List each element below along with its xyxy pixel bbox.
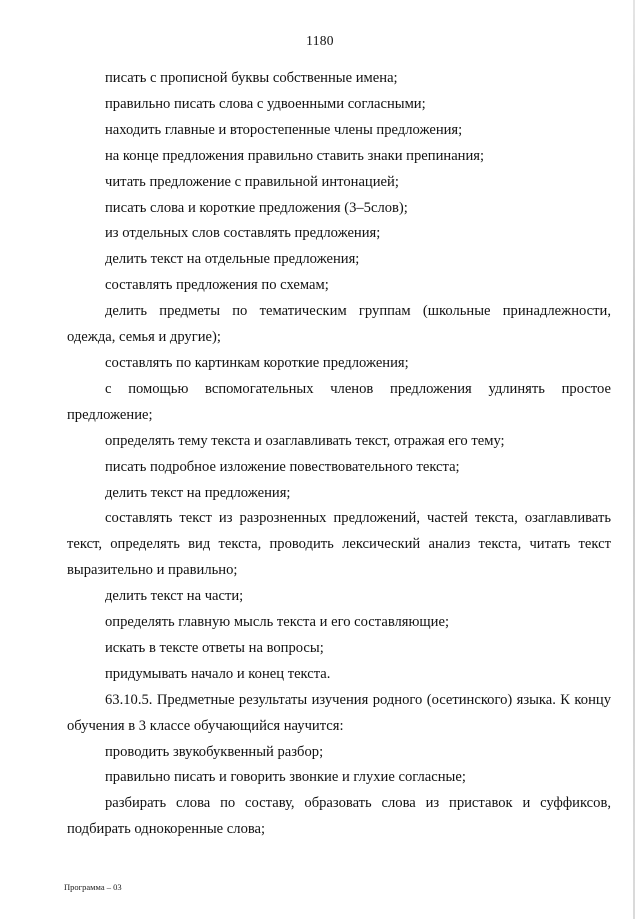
list-item: делить текст на части;: [105, 588, 244, 605]
list-item: искать в тексте ответы на вопросы;: [105, 639, 324, 656]
list-item: писать слова и короткие предложения (3–5слов);: [105, 199, 408, 216]
scan-edge-mark: [633, 0, 635, 919]
list-item: писать с прописной буквы собственные имена;: [105, 70, 398, 86]
list-item: с помощью вспомогательных членов предложения удлинять простое предложение;: [67, 380, 611, 423]
list-item: делить предметы по тематическим группам (школьные принадлежности, одежда, семья и другие);: [67, 303, 611, 346]
list-item: составлять текст из разрозненных предложений, частей текста, озаглавливать текст, определять вид текста, проводить лексический анализ текста, читать текст выразительно и правильно;: [67, 510, 611, 579]
list-item: делить текст на отдельные предложения;: [105, 251, 360, 268]
list-item: правильно писать и говорить звонкие и глухие согласные;: [105, 769, 466, 786]
list-item: разбирать слова по составу, образовать слова из приставок и суффиксов, подбирать однокоренные слова;: [67, 795, 611, 838]
list-item: проводить звукобуквенный разбор;: [105, 743, 324, 760]
list-item: определять тему текста и озаглавливать текст, отражая его тему;: [105, 432, 505, 449]
list-item: на конце предложения правильно ставить знаки препинания;: [105, 147, 485, 164]
list-item: читать предложение с правильной интонацией;: [105, 173, 399, 190]
list-item: находить главные и второстепенные члены предложения;: [105, 121, 463, 138]
list-item: составлять предложения по схемам;: [105, 277, 329, 294]
list-item: делить текст на предложения;: [105, 484, 291, 501]
list-item: определять главную мысль текста и его составляющие;: [105, 614, 449, 631]
document-body: [67, 66, 611, 843]
page-number: 1180: [306, 33, 334, 48]
list-item: придумывать начало и конец текста.: [105, 665, 331, 682]
list-item: писать подробное изложение повествовательного текста;: [105, 458, 460, 475]
list-item: из отдельных слов составлять предложения;: [105, 225, 381, 242]
section-heading-paragraph: 63.10.5. Предметные результаты изучения родного (осетинского) языка. К концу обучения в 3 классе обучающийся научится:: [67, 691, 611, 734]
page-footer: Программа – 03: [64, 882, 122, 892]
list-item: составлять по картинкам короткие предложения;: [105, 354, 409, 371]
list-item: правильно писать слова с удвоенными согласными;: [105, 95, 426, 112]
